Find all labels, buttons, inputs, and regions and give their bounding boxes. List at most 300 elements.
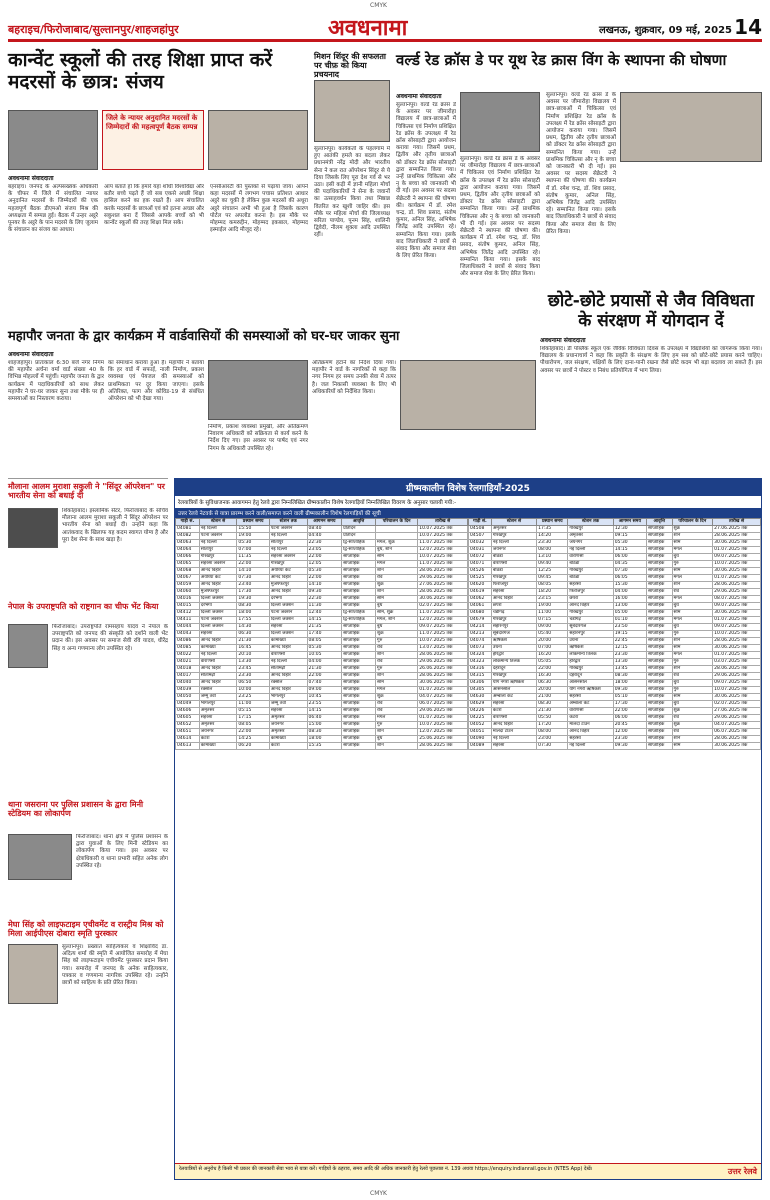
table-cell: 15:00 bbox=[307, 722, 342, 729]
railway-ad-subhead: उत्तर रेलवे नेटवर्क से यात्रा प्रारम्भ करने वाली/समाप्त करने वाली ग्रीष्मकालीन विशेष रेलगाड़ियों की सूची bbox=[175, 508, 761, 518]
table-cell: रवि bbox=[376, 575, 418, 582]
table-row bbox=[176, 715, 468, 722]
table-cell: 28.06.2025 तक bbox=[713, 666, 761, 673]
table-row bbox=[469, 715, 761, 722]
table-cell: वाराणसी bbox=[269, 652, 307, 659]
table-cell: सूबेदारगंज bbox=[491, 631, 536, 638]
table-cell: 23:25 bbox=[237, 694, 269, 701]
table-cell: नई दिल्ली bbox=[199, 526, 237, 533]
table-cell: साप्ताहिक bbox=[646, 715, 672, 722]
table-cell: 30.06.2025 तक bbox=[418, 680, 468, 687]
table-cell: 04072 bbox=[469, 554, 492, 561]
table-cell: साप्ताहिक bbox=[646, 736, 672, 743]
table-cell: नई दिल्ली bbox=[491, 736, 536, 743]
table-cell: 04680 bbox=[469, 610, 492, 617]
table-row bbox=[469, 603, 761, 610]
table-cell: 11:30 bbox=[307, 603, 342, 610]
table-cell: 06:00 bbox=[613, 715, 646, 722]
table-cell: रवि bbox=[672, 589, 713, 596]
table-cell: कामाख्या bbox=[199, 645, 237, 652]
table-row bbox=[469, 589, 761, 596]
story1-body-col2: आप बताते हो कि हमारे यहां शोधी विश्वविद्या और बतौर बच्चे पढ़ते हैं जो सब एकसे अच्छी शिक्षा हासिल करने का हक रखते हैं। आप संचालित करके मदरसों के छात्रओं एवं को इतना अच्छा और सकुशल बना दें जिससे आपके बच्चों को भी कान्वेंट स्कूलों की तरह शिक्षा मिल सके। bbox=[104, 184, 204, 227]
table-row bbox=[176, 701, 468, 708]
table-cell: 12:40 bbox=[307, 610, 342, 617]
table-cell: सोम bbox=[672, 743, 713, 750]
table-cell: 04613 bbox=[176, 743, 200, 750]
table-cell: साप्ताहिक bbox=[342, 638, 376, 645]
table-cell: साप्ताहिक bbox=[646, 554, 672, 561]
table-cell: शनि bbox=[376, 652, 418, 659]
table-cell: 30.06.2025 तक bbox=[713, 610, 761, 617]
table-cell: सोम bbox=[672, 645, 713, 652]
table-cell: गोरखपुर bbox=[568, 610, 613, 617]
table-cell: कटरा bbox=[491, 708, 536, 715]
table-cell: 04016 bbox=[176, 596, 200, 603]
table-cell: 04:00 bbox=[307, 659, 342, 666]
table-cell: 01.07.2025 तक bbox=[713, 617, 761, 624]
table-cell: साप्ताहिक bbox=[342, 631, 376, 638]
table-cell: 09:00 bbox=[307, 687, 342, 694]
table-row bbox=[176, 694, 468, 701]
edition-date: लखनऊ, शुक्रवार, 09 मई, 2025 bbox=[598, 25, 732, 36]
table-cell: 09.07.2025 तक bbox=[713, 680, 761, 687]
table-cell: 04526 bbox=[469, 568, 492, 575]
table-cell: सहरसा bbox=[199, 631, 237, 638]
table-cell: बठिंडा bbox=[491, 568, 536, 575]
table-cell: आनंद विहार bbox=[269, 687, 307, 694]
table-cell: गोरखपुर bbox=[491, 575, 536, 582]
table-row bbox=[176, 561, 468, 568]
table-cell: साप्ताहिक bbox=[646, 722, 672, 729]
table-cell: साप्ताहिक bbox=[342, 743, 376, 750]
table-cell: 10:05 bbox=[307, 652, 342, 659]
table-cell: 04082 bbox=[176, 533, 200, 540]
table-cell: 22:30 bbox=[307, 540, 342, 547]
table-cell bbox=[376, 526, 418, 533]
table-cell: 04052 bbox=[469, 722, 492, 729]
table-cell: 28.06.2025 तक bbox=[418, 673, 468, 680]
table-cell: 30.06.2025 तक bbox=[713, 645, 761, 652]
table-row bbox=[176, 673, 468, 680]
table-cell: 09.07.2025 तक bbox=[713, 554, 761, 561]
table-cell: शनि bbox=[672, 533, 713, 540]
table-cell: साप्ताहिक bbox=[646, 617, 672, 624]
table-cell: रवि bbox=[376, 701, 418, 708]
table-cell: नई दिल्ली bbox=[269, 533, 307, 540]
table-cell: 07:00 bbox=[237, 547, 269, 554]
table-row bbox=[176, 631, 468, 638]
railway-table-left bbox=[175, 518, 468, 750]
table-cell: साप्ताहिक bbox=[342, 701, 376, 708]
table-cell: 10:45 bbox=[307, 694, 342, 701]
story9-photo bbox=[8, 944, 58, 1004]
table-cell: 13:45 bbox=[613, 666, 646, 673]
table-cell: 28.06.2025 तक bbox=[713, 582, 761, 589]
table-header-cell: स्टेशन तक bbox=[269, 519, 307, 526]
story3-photo-2 bbox=[620, 92, 762, 162]
table-cell: 08:30 bbox=[307, 729, 342, 736]
table-cell: रवि bbox=[672, 673, 713, 680]
story4-byline: अवधनामा संवाददाता bbox=[8, 351, 54, 358]
table-cell: मुजफ्फरपुर bbox=[199, 589, 237, 596]
table-cell: 09:40 bbox=[537, 561, 568, 568]
table-header-cell: स्टेशन से bbox=[491, 519, 536, 526]
story6-photo bbox=[8, 508, 58, 548]
table-cell: 06.07.2025 तक bbox=[418, 701, 468, 708]
story8-photo bbox=[8, 834, 72, 880]
table-cell: साप्ताहिक bbox=[646, 708, 672, 715]
table-cell: बुध bbox=[376, 603, 418, 610]
table-cell: 04062 bbox=[469, 596, 492, 603]
table-cell: शनि bbox=[376, 743, 418, 750]
table-cell: 04049 bbox=[176, 701, 200, 708]
table-cell: 04065 bbox=[176, 561, 200, 568]
table-cell: 09:30 bbox=[613, 687, 646, 694]
table-cell: बुध bbox=[376, 736, 418, 743]
table-cell: 09.07.2025 तक bbox=[713, 603, 761, 610]
table-cell: 06:20 bbox=[237, 743, 269, 750]
table-cell: शनि bbox=[376, 589, 418, 596]
story9-headline: मेघा सिंह को लाइफटाइम एचीवमेंट व रास्ट्रीय मिश्र को मिला आईपीएस दोबारा स्मृति पुरस्कार bbox=[8, 920, 164, 939]
table-cell: 22:00 bbox=[307, 575, 342, 582]
table-cell: साप्ताहिक bbox=[342, 575, 376, 582]
table-cell: 07:15 bbox=[537, 617, 568, 624]
table-cell: कामाख्या bbox=[269, 638, 307, 645]
table-cell: 29.06.2025 तक bbox=[418, 708, 468, 715]
table-cell: 09.07.2025 तक bbox=[713, 624, 761, 631]
table-cell: गोरखपुर bbox=[199, 554, 237, 561]
table-cell: 04629 bbox=[469, 701, 492, 708]
table-cell: 04066 bbox=[176, 554, 200, 561]
table-cell: साप्ताहिक bbox=[342, 729, 376, 736]
table-cell: 18:00 bbox=[613, 680, 646, 687]
table-cell: अमृतसर bbox=[199, 708, 237, 715]
table-cell: 02.07.2025 तक bbox=[713, 701, 761, 708]
story4-photo-2 bbox=[400, 360, 536, 430]
table-cell: 09:15 bbox=[613, 533, 646, 540]
table-cell: कटरा bbox=[568, 715, 613, 722]
cmyk-marker-top: CMYK bbox=[370, 2, 387, 9]
table-cell: अमृतसर bbox=[269, 729, 307, 736]
table-cell: 04:35 bbox=[613, 561, 646, 568]
table-cell: लोकमान्य तिलक bbox=[491, 659, 536, 666]
table-cell: 04605 bbox=[176, 715, 200, 722]
table-cell: बठिंडा bbox=[568, 575, 613, 582]
table-cell: सहरसा bbox=[491, 589, 536, 596]
table-cell: साप्ताहिक bbox=[646, 659, 672, 666]
table-cell: 06:00 bbox=[613, 554, 646, 561]
table-cell: 10.07.2025 तक bbox=[713, 687, 761, 694]
table-cell: मंगल, शुक्र bbox=[376, 540, 418, 547]
table-cell: गोरखपुर bbox=[568, 526, 613, 533]
table-cell: 23:30 bbox=[613, 652, 646, 659]
table-cell: 23:40 bbox=[237, 582, 269, 589]
table-cell: सूबेदारगंज bbox=[568, 624, 613, 631]
table-cell: बुध, शनि bbox=[376, 547, 418, 554]
table-cell: शनि bbox=[672, 582, 713, 589]
story1-highlight: जिले के न्यायर अनुदानित मदरसों के जिम्मेदारों की महत्वपूर्ण बैठक सम्पन्न bbox=[102, 110, 204, 170]
table-cell: सहरसा bbox=[491, 743, 536, 750]
table-cell: 17:35 bbox=[537, 526, 568, 533]
table-cell: 28.06.2025 तक bbox=[418, 589, 468, 596]
table-row bbox=[469, 652, 761, 659]
table-cell bbox=[376, 533, 418, 540]
table-cell: 22:00 bbox=[237, 561, 269, 568]
table-cell: फिरोजपुर bbox=[491, 582, 536, 589]
table-cell: 22:00 bbox=[307, 554, 342, 561]
table-cell: 02.07.2025 तक bbox=[418, 603, 468, 610]
table-cell: चंडीगढ़ bbox=[491, 610, 536, 617]
masthead bbox=[8, 12, 762, 42]
table-cell: गोरखपुर bbox=[568, 666, 613, 673]
table-cell: साप्ताहिक bbox=[646, 743, 672, 750]
table-cell: हरिद्वार bbox=[491, 652, 536, 659]
table-row bbox=[469, 659, 761, 666]
table-cell: साप्ताहिक bbox=[342, 652, 376, 659]
table-cell: साप्ताहिक bbox=[342, 554, 376, 561]
table-cell: 19:15 bbox=[613, 631, 646, 638]
table-cell: जयनगर bbox=[491, 547, 536, 554]
table-cell: रवि bbox=[376, 659, 418, 666]
table-cell: बुध bbox=[376, 624, 418, 631]
table-cell: ऋषिकेश bbox=[491, 638, 536, 645]
story4-photo bbox=[208, 360, 308, 420]
table-header-cell: तारीख से bbox=[713, 519, 761, 526]
table-cell: 14:15 bbox=[307, 708, 342, 715]
table-cell: चंडीगढ़ bbox=[568, 617, 613, 624]
story6-body: शिकोहाबाद। इस्लामिक सेंटर, फिरोजाबाद के सचिव मौलाना आलम मुराशा सकुली ने सिंदूर ऑपरेशन पर भारतीय सेना को बधाई दी। उन्होंने कहा कि आतंकवाद के खिलाफ यह कदम स्वागत योग्य है और पूरा देश सेना के साथ खड़ा है। bbox=[62, 508, 168, 543]
table-cell: अयोध्या कैंट bbox=[269, 568, 307, 575]
table-cell: 04074 bbox=[469, 638, 492, 645]
table-cell: 04316 bbox=[469, 666, 492, 673]
table-cell: जम्मू तवी bbox=[199, 694, 237, 701]
table-cell: 22:00 bbox=[307, 673, 342, 680]
table-cell: साप्ताहिक bbox=[646, 701, 672, 708]
table-cell: अमृतसर bbox=[199, 722, 237, 729]
table-cell: नई दिल्ली bbox=[199, 540, 237, 547]
table-cell: 14:25 bbox=[237, 736, 269, 743]
table-cell: रक्सौल bbox=[269, 680, 307, 687]
table-cell: मंगल bbox=[672, 575, 713, 582]
story5-headline: छोटे-छोटे प्रयासों से जैव विविधता के संरक्षण में योगदान दें bbox=[547, 291, 755, 331]
story5-body: शिकोहाबाद। डी पब्लिक स्कूल एक जैविक विविधता दिवस के उपलक्ष्य में विद्यार्थियों को जागरूक किया गया। विद्यालय के प्रधानाचार्य ने कहा कि प्रकृति के संरक्षण के लिए हम सब को छोटे-छोटे प्रयास करने चाहिए। पौधारोपण, जल संरक्षण, पक्षियों के लिए दाना-पानी रखना जैसे छोटे कदम भी बड़ा बदलाव ला सकते हैं। इस अवसर पर छात्रों ने पोस्टर व निबंध प्रतियोगिता में भाग लिया। bbox=[540, 346, 762, 374]
table-cell: अमृतसर bbox=[491, 526, 536, 533]
table-cell: 11.07.2025 तक bbox=[418, 631, 468, 638]
table-cell: गोरखपुर bbox=[491, 617, 536, 624]
table-cell: 05:10 bbox=[613, 694, 646, 701]
table-cell: 30.06.2025 तक bbox=[713, 743, 761, 750]
table-cell: साप्ताहिक bbox=[646, 624, 672, 631]
table-row bbox=[469, 673, 761, 680]
table-cell: 08.07.2025 तक bbox=[713, 596, 761, 603]
table-row bbox=[176, 575, 468, 582]
table-cell: मंगल, शनि bbox=[376, 617, 418, 624]
table-cell: 04525 bbox=[469, 575, 492, 582]
table-cell: 20:00 bbox=[537, 638, 568, 645]
table-cell: 14:15 bbox=[307, 617, 342, 624]
table-cell: 04315 bbox=[469, 673, 492, 680]
table-cell: जम्मू तवी bbox=[269, 701, 307, 708]
story2-photo bbox=[314, 80, 390, 142]
table-cell: 17:30 bbox=[237, 589, 269, 596]
table-cell: 11.07.2025 तक bbox=[418, 610, 468, 617]
table-cell: 10.07.2025 तक bbox=[418, 526, 468, 533]
table-cell: 17:20 bbox=[537, 722, 568, 729]
table-cell: 19:00 bbox=[537, 603, 568, 610]
table-cell: 12:00 bbox=[613, 729, 646, 736]
story5-byline: अवधनामा संवाददाता bbox=[540, 337, 586, 344]
table-cell: 23:55 bbox=[307, 701, 342, 708]
table-cell: 10.07.2025 तक bbox=[418, 638, 468, 645]
table-cell: रवि bbox=[672, 729, 713, 736]
table-row bbox=[469, 624, 761, 631]
table-cell: 28.06.2025 तक bbox=[713, 736, 761, 743]
table-row bbox=[176, 729, 468, 736]
table-cell: 04073 bbox=[469, 645, 492, 652]
table-cell: 04324 bbox=[469, 652, 492, 659]
table-row bbox=[176, 603, 468, 610]
table-cell: साप्ताहिक bbox=[342, 680, 376, 687]
table-cell: 12.07.2025 तक bbox=[418, 729, 468, 736]
table-cell: दिल्ली जंक्शन bbox=[199, 624, 237, 631]
table-cell: दरभंगा bbox=[199, 603, 237, 610]
table-cell: गुरु bbox=[376, 722, 418, 729]
table-cell: 14:30 bbox=[237, 624, 269, 631]
table-cell: छपरा bbox=[491, 603, 536, 610]
table-cell: सहरसा bbox=[269, 624, 307, 631]
table-cell: 23:15 bbox=[537, 596, 568, 603]
table-row bbox=[469, 666, 761, 673]
table-row bbox=[176, 589, 468, 596]
table-cell: 11:00 bbox=[237, 701, 269, 708]
table-cell: 04411 bbox=[176, 617, 200, 624]
table-cell: 07:00 bbox=[537, 645, 568, 652]
table-cell: 11:00 bbox=[537, 610, 568, 617]
table-row bbox=[469, 729, 761, 736]
table-row bbox=[469, 743, 761, 750]
table-cell: 13:30 bbox=[237, 659, 269, 666]
table-cell: 04679 bbox=[469, 617, 492, 624]
table-cell: 23:00 bbox=[537, 736, 568, 743]
table-cell: 11.07.2025 तक bbox=[418, 561, 468, 568]
table-cell: 28.06.2025 तक bbox=[713, 533, 761, 540]
table-cell: 01.07.2025 तक bbox=[713, 652, 761, 659]
table-cell: साप्ताहिक bbox=[342, 715, 376, 722]
table-cell: साप्ताहिक bbox=[342, 708, 376, 715]
table-cell: 04.07.2025 तक bbox=[713, 722, 761, 729]
table-cell: 04620 bbox=[469, 582, 492, 589]
table-cell: 04021 bbox=[176, 659, 200, 666]
table-cell: 04032 bbox=[469, 540, 492, 547]
table-cell: 03.07.2025 तक bbox=[713, 659, 761, 666]
table-cell: 04:40 bbox=[307, 533, 342, 540]
table-cell: 04412 bbox=[176, 610, 200, 617]
table-cell: द्वि-साप्ताहिक bbox=[342, 610, 376, 617]
table-cell: 23:30 bbox=[537, 540, 568, 547]
table-cell: 19:30 bbox=[237, 596, 269, 603]
table-cell: दिल्ली जंक्शन bbox=[269, 603, 307, 610]
table-cell: द्वि-साप्ताहिक bbox=[342, 547, 376, 554]
table-cell: उधना bbox=[491, 645, 536, 652]
table-cell: गुरु bbox=[672, 631, 713, 638]
table-row bbox=[469, 631, 761, 638]
table-cell: 20:10 bbox=[237, 652, 269, 659]
table-row bbox=[176, 708, 468, 715]
table-cell: लोकमान्य तिलक bbox=[568, 652, 613, 659]
table-cell: छपरा bbox=[568, 596, 613, 603]
story1-body-col3: एनसीआरटी की पुस्तकों से पढ़ाया जाय। आपने कहा मदरसों में लगभग पचास प्रतिशत आधार अट्ठरे का चुकी है लेकिन कुछ मदरसों की अधूरा अट्ठरे संचालन अभी भी हुआ है जिसके कारण पोर्टल पर अपलोड करना है। इस मौके पर मोहम्मद कमरुद्दीन, मोहम्मद इकबाल, मोहम्मद इस्माईल आदि मौजूद रहे। bbox=[210, 184, 308, 234]
table-header-cell: परिचालन के दिन bbox=[672, 519, 713, 526]
table-cell: गुरु bbox=[376, 666, 418, 673]
table-cell: 04.07.2025 तक bbox=[418, 694, 468, 701]
table-cell: 14:15 bbox=[613, 547, 646, 554]
table-cell: 05:30 bbox=[307, 568, 342, 575]
table-cell: हरिद्वार bbox=[568, 659, 613, 666]
table-cell: 08:30 bbox=[537, 701, 568, 708]
table-cell: बठिंडा bbox=[491, 554, 536, 561]
table-cell: कामाख्या bbox=[269, 736, 307, 743]
table-row bbox=[469, 554, 761, 561]
table-cell: 18:20 bbox=[537, 589, 568, 596]
table-cell: साप्ताहिक bbox=[646, 638, 672, 645]
table-row bbox=[469, 617, 761, 624]
table-cell: आनंद विहार bbox=[199, 666, 237, 673]
table-row bbox=[469, 680, 761, 687]
table-cell: प्रतिदिन bbox=[342, 526, 376, 533]
story4-headline: महापौर जनता के द्वार कार्यक्रम में वार्डवासियों की समस्याओं को घर-घर जाकर सुना bbox=[8, 329, 400, 344]
table-cell: आनंद विहार bbox=[568, 729, 613, 736]
table-cell: 07:30 bbox=[613, 568, 646, 575]
story1-photo-2 bbox=[208, 110, 308, 170]
table-row bbox=[469, 708, 761, 715]
table-cell: 07:30 bbox=[237, 575, 269, 582]
table-header-cell: आगमन समय bbox=[613, 519, 646, 526]
table-cell: 04226 bbox=[469, 708, 492, 715]
table-row bbox=[176, 568, 468, 575]
table-cell: 18:00 bbox=[237, 610, 269, 617]
story3-byline: अवधनामा संवाददाता bbox=[396, 93, 442, 100]
table-cell: गुरु bbox=[376, 638, 418, 645]
table-cell: 04085 bbox=[176, 645, 200, 652]
table-cell: सोम bbox=[376, 680, 418, 687]
table-cell: 12:05 bbox=[307, 561, 342, 568]
table-cell: 27.06.2025 तक bbox=[713, 708, 761, 715]
table-row bbox=[469, 575, 761, 582]
table-row bbox=[176, 680, 468, 687]
newspaper-logo: अवधनामा bbox=[328, 15, 408, 41]
table-cell: शनि bbox=[376, 568, 418, 575]
table-cell: 04060 bbox=[176, 589, 200, 596]
table-cell: 04018 bbox=[176, 666, 200, 673]
table-cell: शुक्र bbox=[672, 708, 713, 715]
table-cell: 14:20 bbox=[537, 533, 568, 540]
table-cell: 29.06.2025 तक bbox=[418, 575, 468, 582]
table-cell: रवि bbox=[376, 708, 418, 715]
table-row bbox=[469, 736, 761, 743]
table-cell: 04305 bbox=[469, 687, 492, 694]
table-cell: गुरु bbox=[672, 561, 713, 568]
railway-ad-intro: रेलयात्रियों के सुविधाजनक आवागमन हेतु रेलवे द्वारा निम्नलिखित ग्रीष्मकालीन विशेष रेलगाड़ियों निम्नलिखित विवरण के अनुसार चलायी गयी:- bbox=[178, 500, 457, 506]
table-cell: 01.07.2025 तक bbox=[418, 715, 468, 722]
table-row bbox=[469, 526, 761, 533]
table-cell: 27.06.2025 तक bbox=[713, 526, 761, 533]
table-cell: सीतापुर bbox=[269, 540, 307, 547]
story8-headline: थाना जसराना पर पुलिस प्रशासन के द्वारा मिनी स्टेडियम का लोकार्पण bbox=[8, 800, 144, 819]
table-cell: मंगल bbox=[672, 596, 713, 603]
table-cell: 06:30 bbox=[537, 680, 568, 687]
table-cell: 04039 bbox=[176, 687, 200, 694]
table-cell: 06.07.2025 तक bbox=[713, 729, 761, 736]
